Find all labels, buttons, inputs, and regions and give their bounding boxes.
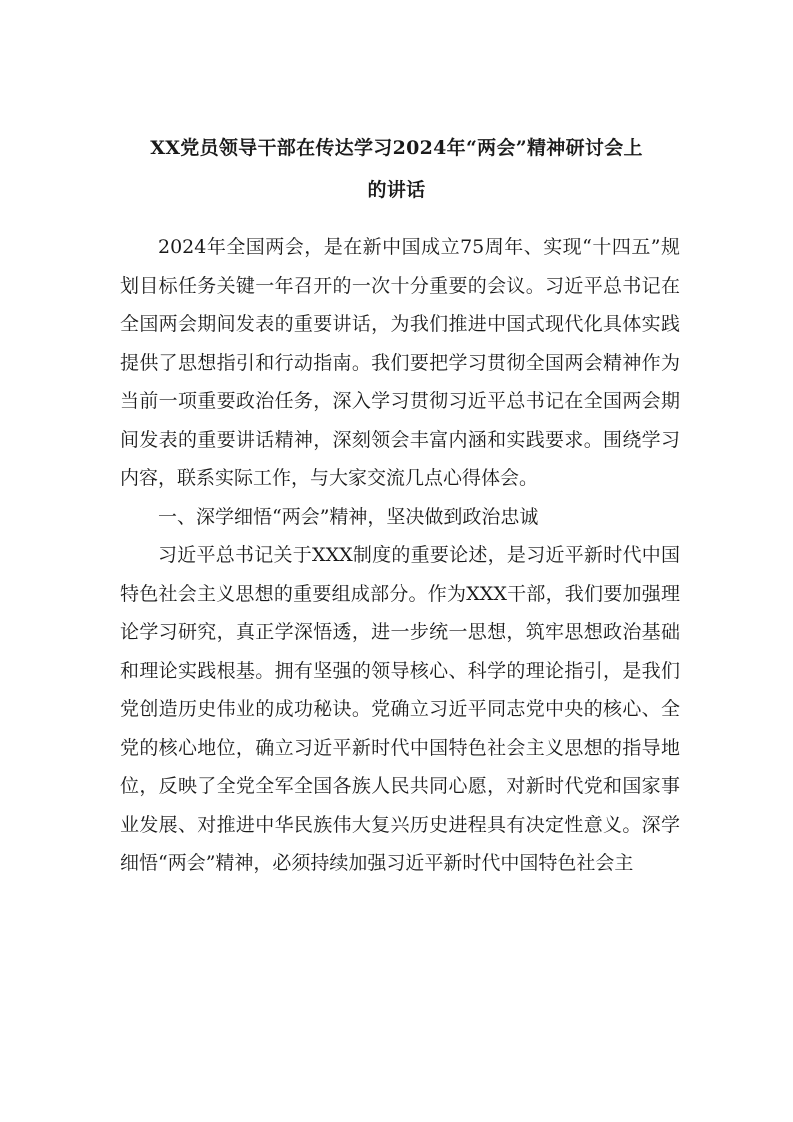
title-line-2: 的讲话	[367, 179, 426, 201]
document-body	[120, 228, 680, 883]
section-1-paragraph: 习近平总书记关于XXX制度的重要论述，是习近平新时代中国特色社会主义思想的重要组成部分。作为XXX干部，我们要加强理论学习研究，真正学深悟透，进一步统一思想，筑牢思想政治基础和理论实践根基。拥有坚强的领导核心、科学的理论指引，是我们党创造历史伟业的成功秘诀。党确立习近平同志党中央的核心、全党的核心地位，确立习近平新时代中国特色社会主义思想的指导地位，反映了全党全军全国各族人民共同心愿，对新时代党和国家事业发展、对推进中华民族伟大复兴历史进程具有决定性意义。深学细悟“两会”精神，必须持续加强习近平新时代中国特色社会主	[120, 544, 680, 874]
document-title	[100, 127, 693, 211]
title-line-1: XX党员领导干部在传达学习2024年“两会”精神研讨会上	[150, 137, 643, 159]
section-1-heading: 一、深学细悟“两会”精神，坚决做到政治忠诚	[158, 505, 539, 528]
intro-paragraph: 2024年全国两会，是在新中国成立75周年、实现“十四五”规划目标任务关键一年召开的一次十分重要的会议。习近平总书记在全国两会期间发表的重要讲话，为我们推进中国式现代化具体实践提供了思想指引和行动指南。我们要把学习贯彻全国两会精神作为当前一项重要政治任务，深入学习贯彻习近平总书记在全国两会期间发表的重要讲话精神，深刻领会丰富内涵和实践要求。围绕学习内容，联系实际工作，与大家交流几点心得体会。	[120, 236, 680, 489]
